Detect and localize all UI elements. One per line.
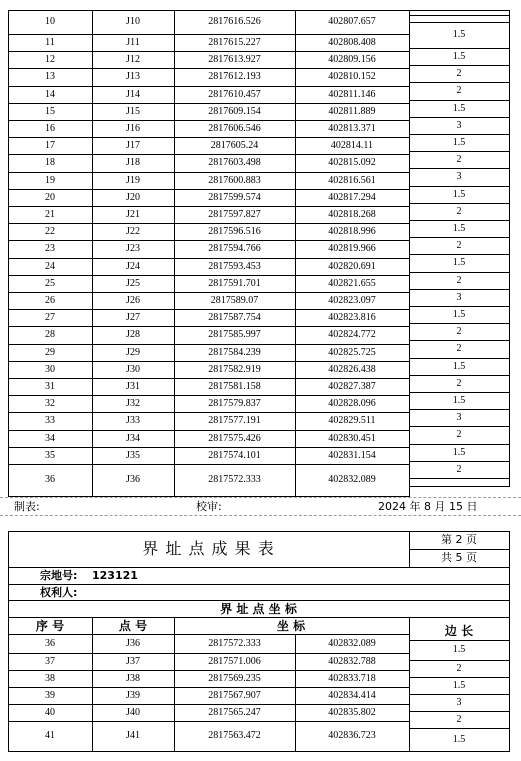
- y-coordinate-cell: 402814.11: [330, 139, 374, 151]
- header-seq: 序 号: [35, 619, 65, 633]
- x-coordinate-cell: 2817572.333: [208, 474, 261, 485]
- x-coordinate-cell: 2817593.453: [208, 260, 261, 272]
- x-coordinate-cell: 2817594.766: [208, 243, 261, 254]
- y-coordinate-cell: 402823.816: [328, 311, 376, 323]
- x-coordinate-cell: 2817587.754: [208, 311, 261, 323]
- x-coordinate-cell: 2817599.574: [208, 191, 261, 203]
- made-by-label: 制表:: [14, 500, 40, 513]
- y-coordinate-cell: 402823.097: [328, 294, 376, 306]
- y-coordinate-cell: 402833.718: [328, 672, 376, 684]
- row-rule: [8, 395, 410, 396]
- seq-cell: 21: [45, 208, 55, 220]
- edge-rule: [409, 289, 510, 290]
- edge-rule: [409, 375, 510, 376]
- edge-length-cell: 1.5: [452, 136, 466, 148]
- seq-cell: 22: [45, 225, 55, 237]
- edge-length-cell: 3: [456, 696, 462, 708]
- y-coordinate-cell: 402818.268: [328, 208, 376, 220]
- edge-length-cell: 1.5: [452, 733, 466, 745]
- seq-cell: 28: [45, 329, 55, 340]
- edge-length-cell: 2: [456, 239, 462, 251]
- edge-rule: [409, 151, 510, 152]
- edge-rule: [409, 426, 510, 427]
- seq-cell: 19: [45, 174, 55, 186]
- edge-rule: [409, 203, 510, 204]
- edge-rule: [409, 168, 510, 169]
- header-rule: [8, 617, 510, 618]
- point-cell: J20: [126, 191, 140, 203]
- date-text: 2024 年 8 月 15 日: [378, 500, 478, 513]
- point-cell: J31: [126, 380, 140, 392]
- x-coordinate-cell: 2817574.101: [208, 449, 261, 461]
- edge-rule: [409, 751, 510, 752]
- point-cell: J15: [126, 105, 140, 117]
- page-break-line: [0, 497, 521, 498]
- point-cell: J10: [126, 16, 140, 27]
- x-coordinate-cell: 2817610.457: [208, 88, 261, 100]
- row-rule: [8, 137, 410, 138]
- y-coordinate-cell: 402813.371: [328, 122, 376, 134]
- y-coordinate-cell: 402825.725: [328, 346, 376, 358]
- page-number: 第 2 页: [441, 533, 477, 546]
- x-coordinate-cell: 2817609.154: [208, 105, 261, 117]
- y-coordinate-cell: 402820.691: [328, 260, 376, 272]
- edge-rule: [409, 254, 510, 255]
- point-cell: J39: [126, 689, 140, 701]
- edge-length-cell: 2: [456, 463, 462, 475]
- row-rule: [8, 344, 410, 345]
- x-coordinate-cell: 2817584.239: [208, 346, 261, 358]
- page-title: 界 址 点 成 果 表: [142, 539, 275, 558]
- row-rule: [8, 189, 410, 190]
- point-cell: J29: [126, 346, 140, 358]
- seq-cell: 31: [45, 380, 55, 392]
- seq-cell: 16: [45, 122, 55, 134]
- edge-length-cell: 2: [456, 153, 462, 165]
- edge-rule: [409, 323, 510, 324]
- row-rule: [8, 326, 410, 327]
- y-coordinate-cell: 402817.294: [328, 191, 376, 203]
- y-coordinate-cell: 402810.152: [328, 71, 376, 82]
- owner-label: 权利人:: [40, 586, 78, 599]
- row-rule: [8, 68, 410, 69]
- x-coordinate-cell: 2817616.526: [208, 16, 261, 27]
- x-coordinate-cell: 2817591.701: [208, 277, 261, 289]
- point-cell: J19: [126, 174, 140, 186]
- point-cell: J26: [126, 294, 140, 306]
- y-coordinate-cell: 402830.451: [328, 432, 376, 444]
- row-rule: [8, 361, 410, 362]
- point-cell: J11: [126, 36, 140, 48]
- edge-rule: [409, 444, 510, 445]
- y-coordinate-cell: 402808.408: [328, 36, 376, 48]
- row-rule: [8, 120, 410, 121]
- edge-length-cell: 3: [456, 291, 462, 303]
- x-coordinate-cell: 2817581.158: [208, 380, 261, 392]
- page-break-line: [0, 515, 521, 516]
- section-title: 界 址 点 坐 标: [220, 602, 297, 616]
- y-coordinate-cell: 402818.996: [328, 225, 376, 237]
- row-rule: [8, 275, 410, 276]
- y-coordinate-cell: 402819.966: [328, 243, 376, 254]
- row-rule: [8, 687, 409, 688]
- edge-rule: [409, 220, 510, 221]
- point-cell: J34: [126, 432, 140, 444]
- edge-rule: [409, 48, 510, 49]
- edge-rule: [409, 358, 510, 359]
- edge-length-cell: 1.5: [452, 257, 466, 268]
- row-rule: [8, 634, 409, 635]
- seq-cell: 10: [45, 16, 55, 27]
- edge-length-cell: 1.5: [452, 360, 466, 372]
- x-coordinate-cell: 2817571.006: [208, 655, 261, 667]
- y-coordinate-cell: 402831.154: [328, 449, 376, 461]
- point-cell: J38: [126, 672, 140, 684]
- x-coordinate-cell: 2817589.07: [210, 294, 259, 306]
- seq-cell: 32: [45, 397, 55, 409]
- point-cell: J23: [126, 243, 140, 254]
- x-coordinate-cell: 2817575.426: [208, 432, 261, 444]
- row-rule: [8, 447, 410, 448]
- y-coordinate-cell: 402824.772: [328, 329, 376, 340]
- edge-length-cell: 1.5: [452, 308, 466, 320]
- edge-length-cell: 1.5: [452, 446, 466, 458]
- header-rule: [8, 600, 510, 601]
- x-coordinate-cell: 2817615.227: [208, 36, 261, 48]
- y-coordinate-cell: 402826.438: [328, 363, 376, 375]
- parcel-label: 宗地号:: [40, 569, 78, 582]
- row-rule: [8, 51, 410, 52]
- header-rule: [8, 584, 510, 585]
- x-coordinate-cell: 2817582.919: [208, 363, 261, 375]
- edge-length-cell: 2: [456, 205, 462, 217]
- seq-cell: 36: [45, 474, 55, 485]
- point-cell: J30: [126, 363, 140, 375]
- edge-rule: [409, 186, 510, 187]
- edge-length-cell: 1.5: [452, 188, 466, 200]
- seq-cell: 36: [45, 637, 55, 649]
- x-coordinate-cell: 2817572.333: [208, 637, 261, 649]
- seq-cell: 12: [45, 53, 55, 65]
- header-point: 点 号: [118, 619, 148, 633]
- y-coordinate-cell: 402811.146: [328, 88, 376, 100]
- edge-length-cell: 1.5: [452, 222, 466, 234]
- row-rule: [8, 378, 410, 379]
- edge-rule: [409, 478, 510, 479]
- x-coordinate-cell: 2817579.837: [208, 397, 261, 409]
- header-edge-length: 边 长: [444, 624, 474, 638]
- header-rule: [8, 567, 510, 568]
- x-coordinate-cell: 2817563.472: [208, 730, 261, 741]
- edge-length-cell: 3: [456, 411, 462, 423]
- edge-length-cell: 3: [456, 119, 462, 131]
- point-cell: J36: [126, 474, 140, 485]
- edge-length-cell: 2: [456, 325, 462, 337]
- point-cell: J36: [126, 637, 140, 649]
- point-cell: J24: [126, 260, 140, 272]
- row-rule: [8, 412, 410, 413]
- edge-rule: [409, 392, 510, 393]
- edge-length-cell: 1.5: [452, 394, 466, 406]
- frame-rule: [509, 531, 510, 751]
- header-rule: [409, 549, 510, 550]
- edge-length-cell: 2: [456, 377, 462, 389]
- edge-length-cell: 2: [456, 67, 462, 79]
- point-cell: J28: [126, 329, 140, 340]
- row-rule: [8, 86, 410, 87]
- edge-rule: [409, 711, 510, 712]
- edge-rule: [409, 10, 510, 11]
- point-cell: J32: [126, 397, 140, 409]
- edge-rule: [409, 134, 510, 135]
- edge-rule: [409, 409, 510, 410]
- edge-length-cell: 2: [456, 85, 462, 96]
- y-coordinate-cell: 402821.655: [328, 277, 376, 289]
- edge-rule: [409, 100, 510, 101]
- row-rule: [8, 653, 409, 654]
- y-coordinate-cell: 402836.723: [328, 730, 376, 741]
- point-cell: J33: [126, 415, 140, 426]
- edge-rule: [409, 237, 510, 238]
- x-coordinate-cell: 2817577.191: [208, 415, 261, 426]
- x-coordinate-cell: 2817597.827: [208, 208, 261, 220]
- row-rule: [8, 292, 410, 293]
- edge-length-cell: 1.5: [452, 644, 466, 655]
- seq-cell: 40: [45, 706, 55, 718]
- x-coordinate-cell: 2817600.883: [208, 174, 261, 186]
- row-rule: [8, 34, 410, 35]
- seq-cell: 15: [45, 105, 55, 117]
- row-rule: [8, 704, 409, 705]
- point-cell: J25: [126, 277, 140, 289]
- y-coordinate-cell: 402832.788: [328, 655, 376, 667]
- row-rule: [8, 223, 410, 224]
- seq-cell: 35: [45, 449, 55, 461]
- point-cell: J12: [126, 53, 140, 65]
- row-rule: [8, 464, 410, 465]
- edge-rule: [409, 486, 510, 487]
- edge-length-cell: 1.5: [452, 50, 466, 62]
- edge-length-cell: 2: [456, 662, 462, 674]
- seq-cell: 24: [45, 260, 55, 272]
- row-rule: [8, 258, 410, 259]
- edge-rule: [409, 82, 510, 83]
- seq-cell: 27: [45, 311, 55, 323]
- edge-rule: [409, 306, 510, 307]
- point-cell: J40: [126, 706, 140, 718]
- parcel-number: 123121: [92, 569, 138, 582]
- y-coordinate-cell: 402815.092: [328, 157, 376, 168]
- seq-cell: 38: [45, 672, 55, 684]
- row-rule: [8, 103, 410, 104]
- y-coordinate-cell: 402832.089: [328, 637, 376, 649]
- edge-rule: [409, 272, 510, 273]
- x-coordinate-cell: 2817603.498: [208, 157, 261, 168]
- edge-length-cell: 2: [456, 343, 462, 354]
- row-rule: [8, 751, 409, 752]
- y-coordinate-cell: 402827.387: [328, 380, 376, 392]
- y-coordinate-cell: 402835.802: [328, 706, 376, 718]
- seq-cell: 23: [45, 243, 55, 254]
- edge-rule: [409, 340, 510, 341]
- x-coordinate-cell: 2817606.546: [208, 122, 261, 134]
- point-cell: J13: [126, 71, 140, 82]
- y-coordinate-cell: 402809.156: [328, 53, 376, 65]
- y-coordinate-cell: 402816.561: [328, 174, 376, 186]
- reviewed-by-label: 校审:: [196, 500, 222, 513]
- edge-rule: [409, 22, 510, 23]
- seq-cell: 29: [45, 346, 55, 358]
- x-coordinate-cell: 2817567.907: [208, 689, 261, 701]
- seq-cell: 17: [45, 139, 55, 151]
- y-coordinate-cell: 402832.089: [328, 474, 376, 485]
- point-cell: J14: [126, 88, 140, 100]
- edge-rule: [409, 640, 510, 641]
- seq-cell: 18: [45, 157, 55, 168]
- edge-rule: [409, 728, 510, 729]
- page-total: 共 5 页: [441, 551, 477, 564]
- x-coordinate-cell: 2817569.235: [208, 672, 261, 684]
- x-coordinate-cell: 2817565.247: [208, 706, 261, 718]
- point-cell: J18: [126, 157, 140, 168]
- y-coordinate-cell: 402829.511: [328, 415, 376, 426]
- edge-length-cell: 2: [456, 713, 462, 725]
- x-coordinate-cell: 2817605.24: [210, 139, 259, 151]
- seq-cell: 26: [45, 294, 55, 306]
- row-rule: [8, 154, 410, 155]
- seq-cell: 30: [45, 363, 55, 375]
- row-rule: [8, 309, 410, 310]
- seq-cell: 39: [45, 689, 55, 701]
- y-coordinate-cell: 402807.657: [328, 16, 376, 27]
- x-coordinate-cell: 2817613.927: [208, 53, 261, 65]
- seq-cell: 14: [45, 88, 55, 100]
- row-rule: [8, 430, 410, 431]
- edge-rule: [409, 660, 510, 661]
- x-coordinate-cell: 2817585.997: [208, 329, 261, 340]
- edge-length-cell: 3: [456, 171, 462, 182]
- edge-length-cell: 1.5: [452, 29, 466, 40]
- edge-length-cell: 2: [456, 429, 462, 440]
- row-rule: [8, 172, 410, 173]
- header-rule: [8, 531, 510, 532]
- edge-rule: [409, 65, 510, 66]
- y-coordinate-cell: 402811.889: [328, 105, 376, 117]
- x-coordinate-cell: 2817612.193: [208, 71, 261, 82]
- seq-cell: 20: [45, 191, 55, 203]
- point-cell: J27: [126, 311, 140, 323]
- point-cell: J17: [126, 139, 140, 151]
- header-coordinates: 坐 标: [276, 619, 306, 633]
- edge-rule: [409, 694, 510, 695]
- point-cell: J41: [126, 730, 140, 741]
- row-rule: [8, 206, 410, 207]
- seq-cell: 41: [45, 730, 55, 741]
- edge-rule: [409, 15, 510, 16]
- seq-cell: 33: [45, 415, 55, 426]
- row-rule: [8, 670, 409, 671]
- edge-length-cell: 2: [456, 274, 462, 286]
- edge-rule: [409, 461, 510, 462]
- point-cell: J37: [126, 655, 140, 667]
- x-coordinate-cell: 2817596.516: [208, 225, 261, 237]
- y-coordinate-cell: 402834.414: [328, 689, 376, 701]
- y-coordinate-cell: 402828.096: [328, 397, 376, 409]
- point-cell: J16: [126, 122, 140, 134]
- point-cell: J21: [126, 208, 140, 220]
- point-cell: J35: [126, 449, 140, 461]
- seq-cell: 13: [45, 71, 55, 82]
- edge-length-cell: 1.5: [452, 679, 466, 691]
- edge-rule: [409, 117, 510, 118]
- point-cell: J22: [126, 225, 140, 237]
- seq-cell: 34: [45, 432, 55, 444]
- row-rule: [8, 10, 410, 11]
- edge-length-cell: 1.5: [452, 102, 466, 114]
- row-rule: [8, 240, 410, 241]
- seq-cell: 11: [45, 36, 55, 48]
- seq-cell: 25: [45, 277, 55, 289]
- seq-cell: 37: [45, 655, 55, 667]
- edge-rule: [409, 677, 510, 678]
- row-rule: [8, 721, 409, 722]
